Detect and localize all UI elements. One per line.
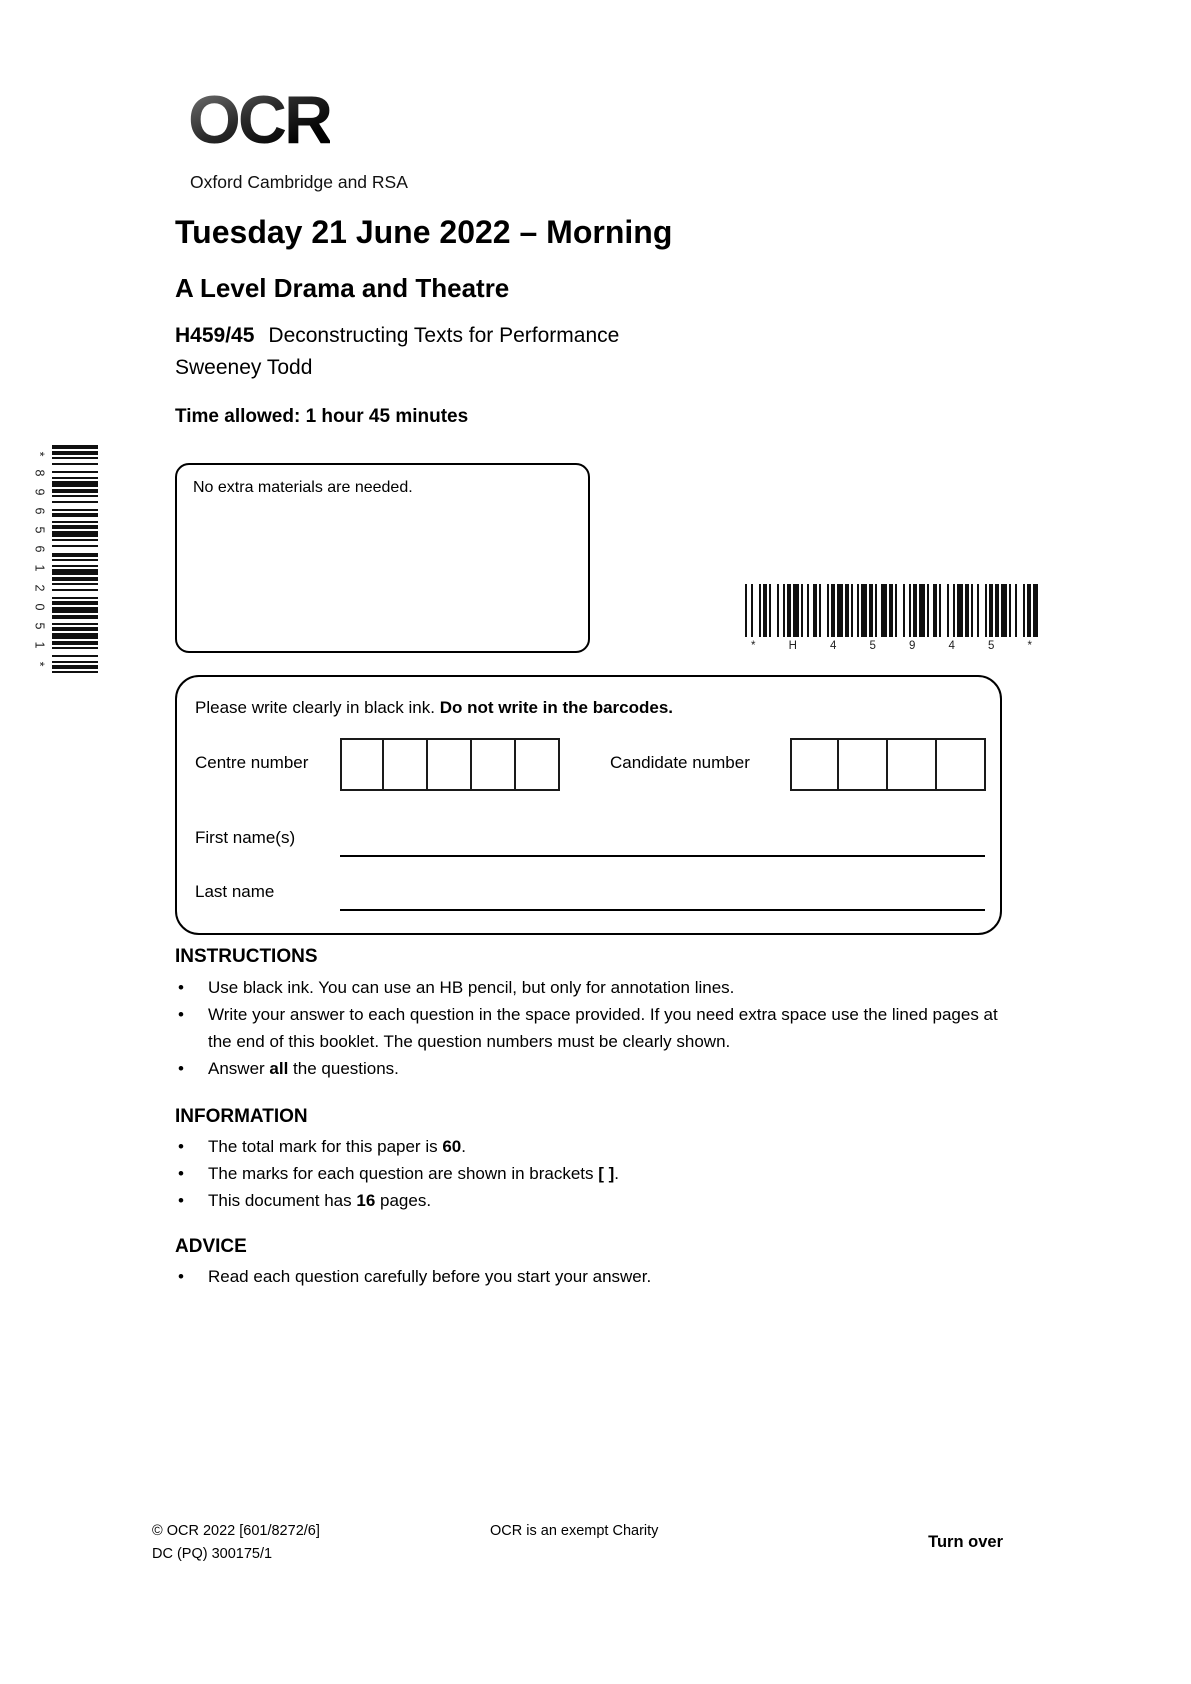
page-title: Tuesday 21 June 2022 – Morning bbox=[175, 214, 673, 250]
bullet-item bbox=[178, 1263, 1010, 1290]
ink-instruction-normal: Please write clearly in black ink. bbox=[195, 698, 440, 717]
candidate-number-cells bbox=[790, 738, 986, 791]
barcode-char: 4 bbox=[948, 640, 955, 652]
ink-instruction bbox=[195, 698, 673, 718]
instructions-heading: INSTRUCTIONS bbox=[175, 946, 318, 967]
centre-number-label: Centre number bbox=[195, 753, 309, 772]
ink-instruction-bold: Do not write in the barcodes. bbox=[439, 698, 674, 717]
barcode-char: 8 bbox=[31, 469, 46, 477]
footer-reference: DC (PQ) 300175/1 bbox=[152, 1546, 273, 1562]
bullet-text: Write your answer to each question in the space provided. If you need extra space use the lined pages at the end of this booklet. The question numbers must be clearly shown. bbox=[208, 1005, 998, 1051]
barcode-char: 1 bbox=[31, 564, 46, 572]
instructions-list bbox=[178, 974, 1010, 1082]
last-name-label: Last name bbox=[195, 882, 275, 901]
barcode-char: * bbox=[32, 451, 46, 457]
bullet-item bbox=[178, 1187, 1010, 1214]
bullet-item bbox=[178, 974, 1010, 1001]
bullet-item bbox=[178, 1001, 1010, 1055]
bullet-marker: • bbox=[178, 1137, 184, 1156]
turn-over-label: Turn over bbox=[928, 1533, 1003, 1551]
barcode-char: * bbox=[751, 640, 756, 652]
barcode-char: 4 bbox=[829, 640, 837, 652]
footer-charity: OCR is an exempt Charity bbox=[490, 1523, 659, 1539]
barcode-char: 9 bbox=[908, 640, 916, 652]
footer-copyright: © OCR 2022 [601/8272/6] bbox=[152, 1523, 320, 1539]
bullet-item bbox=[178, 1133, 1010, 1160]
barcode-bar bbox=[52, 671, 98, 673]
centre-number-cell[interactable] bbox=[516, 738, 560, 791]
bullet-text: The total mark for this paper is 60. bbox=[208, 1137, 466, 1156]
paper-code: H459/45 bbox=[175, 324, 255, 347]
bullet-text: This document has 16 pages. bbox=[208, 1191, 432, 1210]
candidate-number-cell[interactable] bbox=[888, 738, 937, 791]
barcode-char: 1 bbox=[31, 641, 46, 649]
bullet-marker: • bbox=[178, 1267, 184, 1286]
centre-number-cell[interactable] bbox=[384, 738, 428, 791]
candidate-number-cell[interactable] bbox=[937, 738, 986, 791]
vertical-barcode bbox=[52, 445, 98, 673]
barcode-bar bbox=[1033, 584, 1038, 637]
first-name-label: First name(s) bbox=[195, 828, 296, 847]
barcode-char: * bbox=[1027, 640, 1032, 652]
ocr-logo: OCR bbox=[188, 82, 331, 158]
paper-title: Deconstructing Texts for Performance bbox=[268, 324, 620, 347]
candidate-number-cell[interactable] bbox=[790, 738, 839, 791]
bullet-marker: • bbox=[178, 1059, 184, 1078]
last-name-line[interactable] bbox=[340, 909, 985, 911]
bullet-item bbox=[178, 1055, 1010, 1082]
barcode-char: 2 bbox=[31, 584, 46, 592]
candidate-number-label: Candidate number bbox=[610, 753, 750, 772]
centre-number-cell[interactable] bbox=[340, 738, 384, 791]
barcode-char: 9 bbox=[31, 488, 46, 496]
materials-note: No extra materials are needed. bbox=[193, 479, 413, 496]
barcode-char: * bbox=[32, 661, 46, 667]
barcode-char: 0 bbox=[31, 603, 46, 611]
bullet-text: The marks for each question are shown in brackets [ ]. bbox=[208, 1164, 620, 1183]
advice-list bbox=[178, 1263, 1010, 1290]
centre-number-cell[interactable] bbox=[428, 738, 472, 791]
time-allowed: Time allowed: 1 hour 45 minutes bbox=[175, 406, 469, 427]
bullet-text: Use black ink. You can use an HB pencil, but only for annotation lines. bbox=[208, 978, 735, 997]
qualification-title: A Level Drama and Theatre bbox=[175, 273, 510, 303]
candidate-barcode-label bbox=[745, 640, 1038, 652]
paper-subtitle: Sweeney Todd bbox=[175, 356, 313, 379]
vertical-barcode-digits bbox=[30, 448, 48, 670]
bullet-marker: • bbox=[178, 1164, 184, 1183]
barcode-char: 6 bbox=[31, 507, 46, 515]
information-heading: INFORMATION bbox=[175, 1106, 308, 1127]
footer-left bbox=[152, 1520, 320, 1566]
materials-box bbox=[175, 463, 590, 653]
barcode-char: H bbox=[788, 640, 797, 652]
bullet-item bbox=[178, 1160, 1010, 1187]
centre-number-cells bbox=[340, 738, 560, 791]
advice-heading: ADVICE bbox=[175, 1236, 247, 1257]
barcode-char: 5 bbox=[31, 526, 46, 534]
candidate-number-cell[interactable] bbox=[839, 738, 888, 791]
first-name-line[interactable] bbox=[340, 855, 985, 857]
barcode-char: 5 bbox=[987, 640, 995, 652]
bullet-marker: • bbox=[178, 1005, 184, 1024]
centre-number-cell[interactable] bbox=[472, 738, 516, 791]
bullet-marker: • bbox=[178, 978, 184, 997]
ocr-logo-tagline: Oxford Cambridge and RSA bbox=[190, 172, 408, 192]
candidate-barcode bbox=[745, 584, 1038, 637]
barcode-char: 5 bbox=[31, 622, 46, 630]
information-list bbox=[178, 1133, 1010, 1214]
bullet-text: Read each question carefully before you start your answer. bbox=[208, 1267, 652, 1286]
barcode-char: 6 bbox=[31, 545, 46, 553]
bullet-marker: • bbox=[178, 1191, 184, 1210]
bullet-text: Answer all the questions. bbox=[208, 1059, 399, 1078]
paper-code-line bbox=[175, 324, 619, 348]
barcode-char: 5 bbox=[869, 640, 876, 652]
